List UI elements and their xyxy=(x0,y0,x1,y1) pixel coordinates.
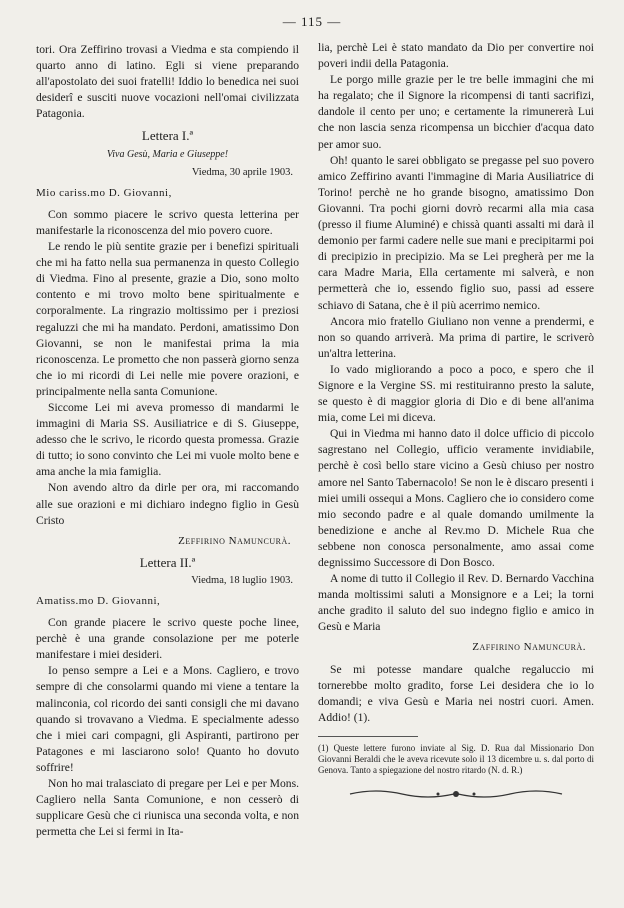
letter-2-heading: Lettera II.ª xyxy=(139,554,196,570)
letter-1-paragraph: Con sommo piacere le scrivo questa letterina per manifestarle la riconoscenza del mio povero cuore. xyxy=(36,207,299,237)
letter-1-paragraph: Siccome Lei mi aveva promesso di mandarmi le immagini di Maria SS. Ausiliatrice e di S. Giuseppe, adesso che le scrivo, le ricordo questa promessa. Grazie di tutto; io sono convinto che Lei mi vuole molto bene e ama anche la mia famiglia. xyxy=(36,400,299,479)
letter-1-greeting: Viva Gesù, Maria e Giuseppe! xyxy=(106,148,229,160)
footnote-rule xyxy=(318,736,418,737)
letter-2-paragraph: A nome di tutto il Collegio il Rev. D. Bernardo Vacchina manda moltissimi saluti a Monsignore e a Lei; la torni anche gradito il saluto del suo indegno figlio e amico in Gesù e Maria xyxy=(318,572,594,634)
letter-1-date: Viedma, 30 aprile 1903. xyxy=(191,166,293,178)
letter-1-paragraph: Le rendo le più sentite grazie per i benefizi spirituali che mi ha fatto nella sua permanenza in questo Collegio di Viedma. Fino al presente, grazie a Dio, sono molto contento e mi trovo molto bene spiritualmente e corporalmente. La ringrazio moltissimo per i preziosi regaluzzi che mi ha mandato. Perdoni, amatissimo Don Giovanni, se non le manifestai prima la mia riconoscenza. Le prometto che non passerà giorno senza che io mi ricordi di Lei nelle mie povere orazioni, e principalmente nella santa Comunione. xyxy=(36,240,299,398)
letter-2-paragraph: Io vado migliorando a poco a poco, e spero che il Signore e la Vergine SS. mi restituiranno presto la salute, se questo è di maggior gloria di Dio e di bene all'anima mia, come Lei mi diceva. xyxy=(318,362,594,425)
intro-paragraph: tori. Ora Zeffirino trovasi a Viedma e sta compiendo il quarto anno di latino. Egli si viene preparando all'apostolato dei suoi fratelli! Iddio lo benedica nei suoi desiderî e susciti nuove vocazioni nell'omai civilizzata Patagonia. xyxy=(36,43,299,121)
letter-2-paragraph: Non ho mai tralasciato di pregare per Lei e per Mons. Cagliero nella Santa Comunione, e non cesserò di supplicare Gesù che ci riunisca una seconda volta, e non permetta che Lei si fermi in Ita- xyxy=(36,777,299,839)
letter-2-postscript: Se mi potesse mandare qualche regaluccio mi tornerebbe molto gradito, forse Lei desidera che io lo domandi; e viva Gesù e Maria nei nostri cuori. Amen. Addio! (1). xyxy=(318,662,594,724)
letter-2-paragraph: Qui in Viedma mi hanno dato il dolce ufficio di piccolo sagrestano nel Collegio, ufficio veramente invidiabile, perchè è così bello stare vicino a Gesù chiuso per nostro amore nel Santo Tabernacolo! Se non le è discaro presenti i miei umili ossequi a Mons. Cagliero che io considero come mio secondo padre e al quale domando umilmente la benedizione e anche al Rev.mo D. Michele Rua che sebbene non conosca personalmente, amo assai come degnissimo Successore di Don Bosco. xyxy=(318,427,594,569)
page-number: — 115 — xyxy=(282,14,342,29)
letter-2-paragraph: Con grande piacere le scrivo queste poche linee, perchè è una grande consolazione per me poterle manifestare i miei desideri. xyxy=(36,616,299,662)
letter-1-salutation: Mio cariss.mo D. Giovanni, xyxy=(36,186,172,199)
letter-2-date: Viedma, 18 luglio 1903. xyxy=(191,574,293,586)
letter-2-paragraph: Oh! quanto le sarei obbligato se pregasse pel suo povero amico Zeffirino avanti l'immagine di Maria Ausiliatrice di Torino! perchè ne ho grande bisogno, amatissimo Don Giovanni. Tra pochi giorni dovrò recarmi alla mia casa (presso il fiume Aluminé) e chissà quanti assalti mi darà il demonio per farmi cadere nelle sue mani e precipitarmi poi di precipizio in precipizio. Ma se Lei pregherà per me la cara Madre Maria, Ella certamente mi salverà, e non permetterà che io, essendo figlio suo, passi ad essere schiavo di Satana, che è il più acerrimo nemico. xyxy=(318,153,594,312)
letter-2-paragraph: lia, perchè Lei è stato mandato da Dio per convertire noi poveri indii della Patagonia. xyxy=(318,41,594,71)
letter-1-paragraph: Non avendo altro da dirle per ora, mi raccomando alle sue orazioni e mi dichiaro indegno figlio in Gesù Cristo xyxy=(36,481,299,527)
right-column xyxy=(318,40,594,802)
letter-1-signature: Zeffirino Namuncurà. xyxy=(178,534,291,547)
letter-2-paragraph: Ancora mio fratello Giuliano non venne a prendermi, e non so quando arriverà. Ma prima di partire, le scriverò un'altra letterina. xyxy=(318,314,594,360)
footnote: (1) Queste lettere furono inviate al Sig. D. Rua dal Missionario Don Giovanni Beraldi che le aveva ricevute solo il 13 dicembre u. s. dal porto di Genova. Tanto a spiegazione del nostro ritardo (N. d. R.) xyxy=(318,742,594,775)
letter-2-signature: Zaffirino Namuncurà. xyxy=(472,641,586,654)
letter-1-heading: Lettera I.ª xyxy=(141,128,194,144)
letter-2-paragraph: Le porgo mille grazie per le tre belle immagini che mi ha regalato; che il Signore la ricompensi di tanti sacrifizi, dandole il cento per uno; e certamente la rimunererà Lui che non lascia senza ricompensa un bicchier d'acqua dato per amor suo. xyxy=(318,73,594,151)
left-column xyxy=(36,42,299,840)
ornament-divider-icon xyxy=(346,786,566,802)
letter-2-paragraph: Io penso sempre a Lei e a Mons. Cagliero, e trovo sempre di che consolarmi quando mi viene a tentare la malinconia, col ricordo dei santi consigli che mi davano quando si trovavano a Viedma. E specialmente adesso che i miei cari compagni, gli Aspiranti, partirono per Patagones e mi lasciarono solo! Quanto ho dovuto soffrire! xyxy=(36,664,299,774)
letter-2-salutation: Amatiss.mo D. Giovanni, xyxy=(36,595,161,607)
